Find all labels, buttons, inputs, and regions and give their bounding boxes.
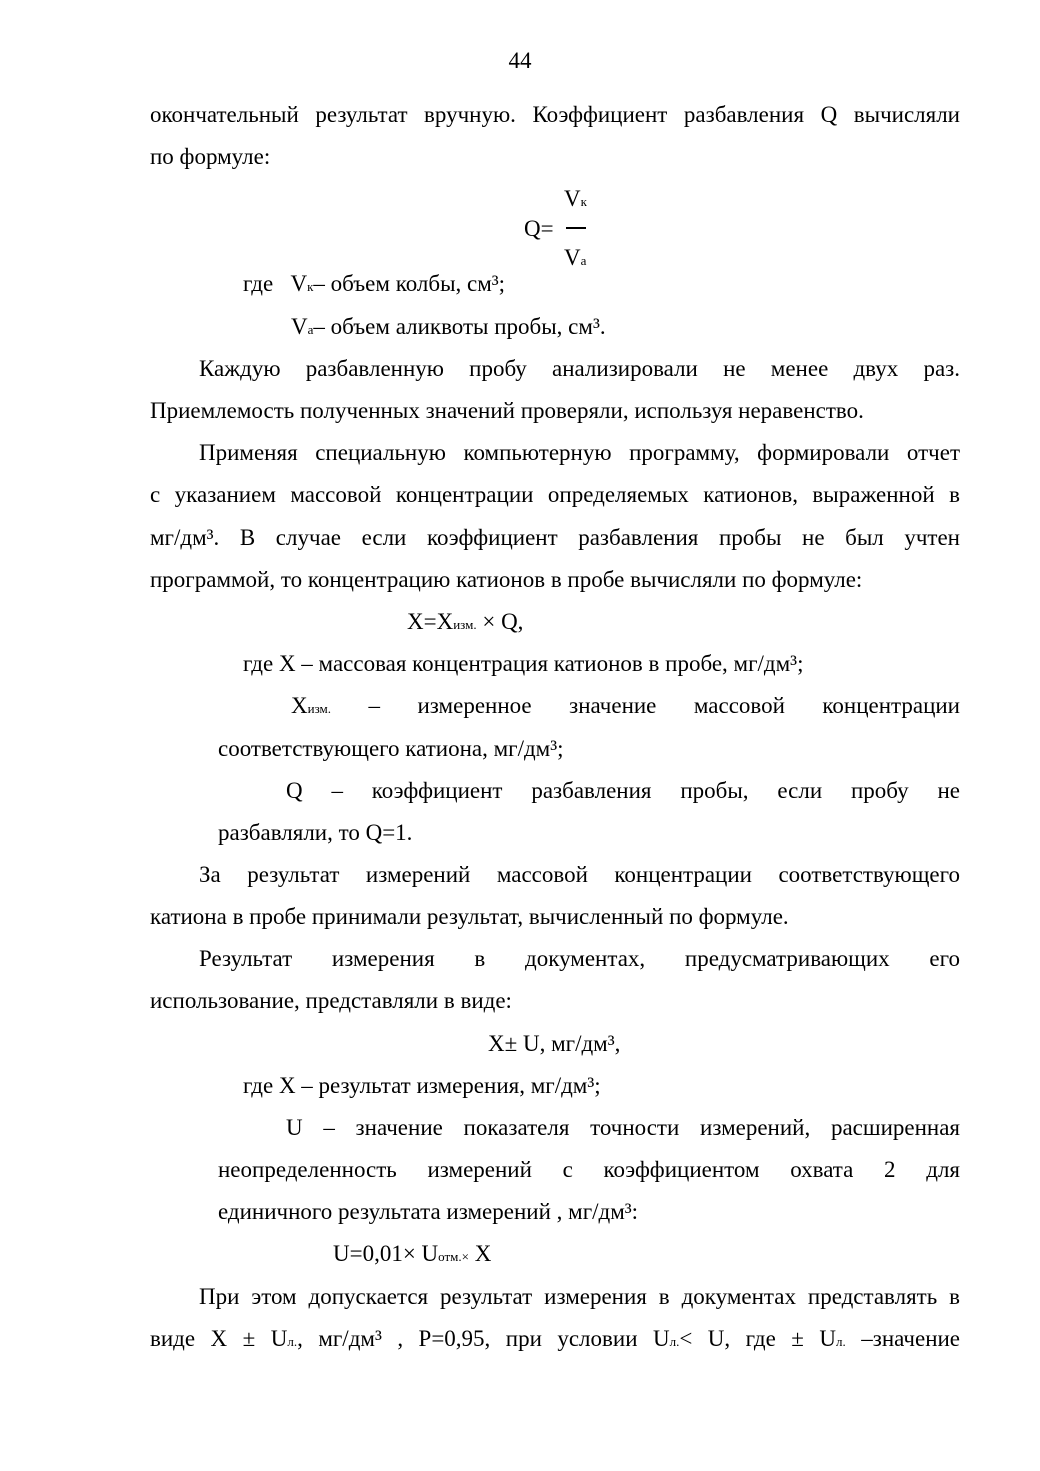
- page-number: 44: [508, 48, 532, 73]
- p6-line2: виде X ± Uл., мг/дм³ , Р=0,95, при условии Uл.< U, где ± Uл. –значение: [150, 1326, 961, 1351]
- where2-q-line1: Q – коэффициент разбавления пробы, если пробу не: [286, 778, 960, 803]
- formula-xu: X± U, мг/дм³,: [488, 1031, 621, 1056]
- p6-line1: При этом допускается результат измерения в документах представлять в: [199, 1284, 960, 1309]
- p3-line1: Применяя специальную компьютерную программу, формировали отчет: [199, 440, 960, 465]
- p5-line1: Результат измерения в документах, предусматривающих его: [199, 946, 960, 971]
- formula-q-lhs: Q=: [524, 216, 554, 241]
- formula-u: U=0,01× Uотм.× X: [333, 1241, 492, 1266]
- p2-line2: Приемлемость полученных значений проверяли, используя неравенство.: [150, 398, 864, 423]
- where1-line1: где Vк– объем колбы, см³;: [243, 271, 506, 296]
- where2-xizm-line1: Xизм. – измеренное значение массовой концентрации: [291, 693, 960, 718]
- formula-x: X=Xизм. × Q,: [407, 609, 524, 634]
- p3-line4: программой, то концентрацию катионов в пробе вычисляли по формуле:: [150, 567, 863, 592]
- formula-q-fraction-bar: [566, 227, 586, 229]
- formula-q-numerator: Vк: [564, 186, 587, 211]
- p2-line1: Каждую разбавленную пробу анализировали не менее двух раз.: [199, 356, 960, 381]
- where3-u-line2: неопределенность измерений с коэффициентом охвата 2 для: [218, 1157, 960, 1182]
- p1-line1: окончательный результат вручную. Коэффициент разбавления Q вычисляли: [150, 102, 960, 127]
- where2-xizm-line2: соответствующего катиона, мг/дм³;: [218, 736, 564, 761]
- p3-line3: мг/дм³. В случае если коэффициент разбавления пробы не был учтен: [150, 525, 960, 550]
- p1-line2: по формуле:: [150, 144, 271, 169]
- formula-q-denominator: Vа: [564, 245, 587, 270]
- where3-u-line3: единичного результата измерений , мг/дм³:: [218, 1199, 639, 1224]
- where3-u-line1: U – значение показателя точности измерений, расширенная: [286, 1115, 960, 1140]
- p4-line1: За результат измерений массовой концентрации соответствующего: [199, 862, 960, 887]
- p5-line2: использование, представляли в виде:: [150, 988, 512, 1013]
- p3-line2: с указанием массовой концентрации определяемых катионов, выраженной в: [150, 482, 960, 507]
- where2-x-line: где X – массовая концентрация катионов в пробе, мг/дм³;: [243, 651, 804, 676]
- where1-line2: Vа– объем аликвоты пробы, см³.: [291, 314, 606, 339]
- where3-x-line: где X – результат измерения, мг/дм³;: [243, 1073, 601, 1098]
- where2-q-line2: разбавляли, то Q=1.: [218, 820, 413, 845]
- p4-line2: катиона в пробе принимали результат, вычисленный по формуле.: [150, 904, 789, 929]
